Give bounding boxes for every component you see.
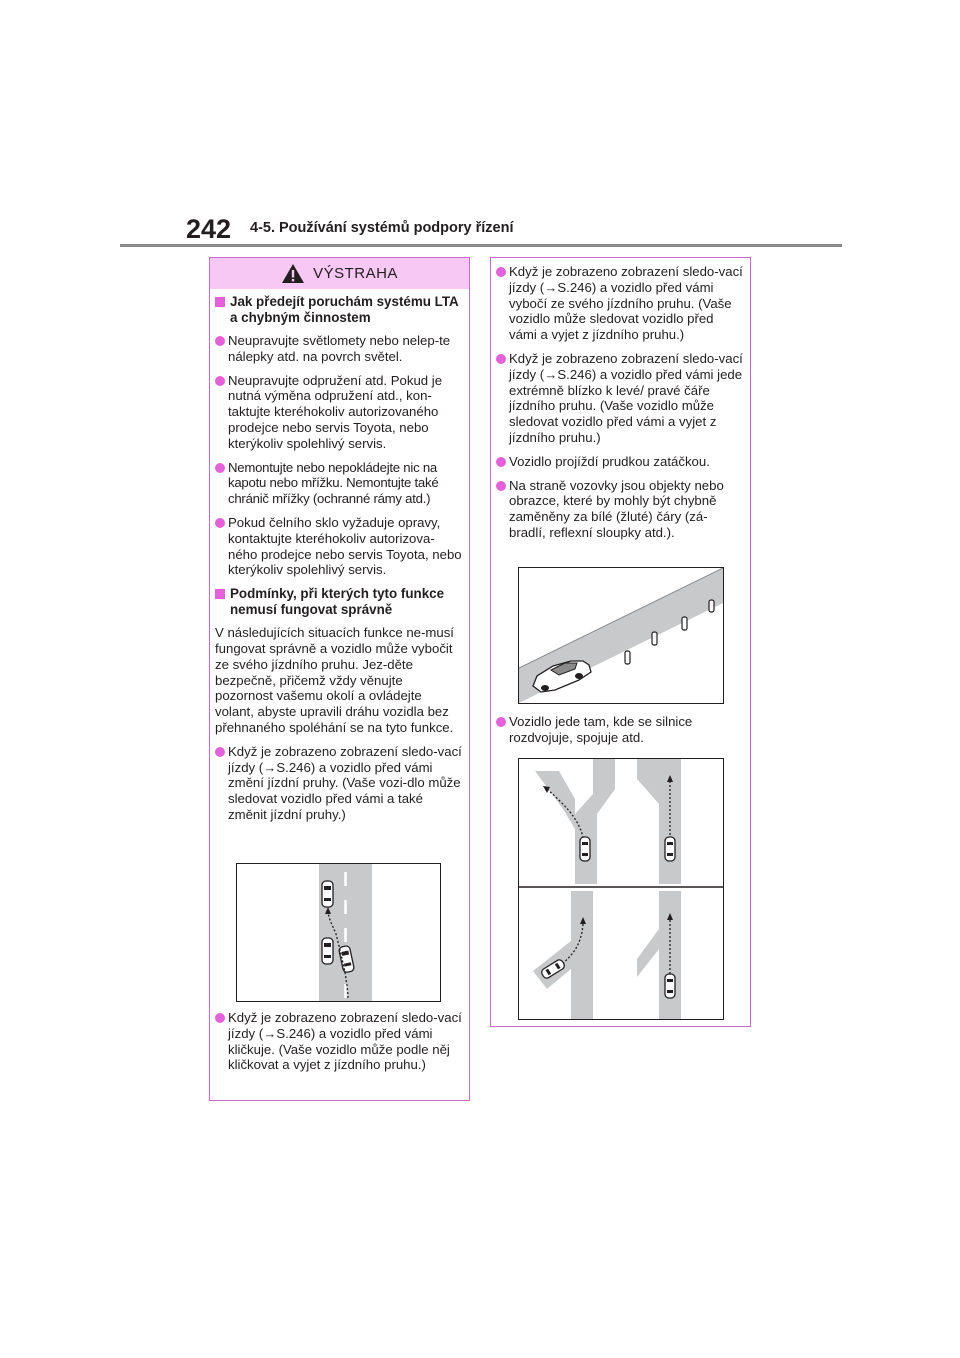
list-item-text: Vozidlo jede tam, kde se silnice rozdvojuje, spojuje atd. (509, 714, 693, 745)
subheading-conditions (215, 586, 463, 618)
warning-content-left (215, 290, 463, 831)
figure-lane-change (236, 863, 441, 1002)
list-item (496, 714, 744, 746)
list-item-text: Nemontujte nebo nepokládejte nic na kapotu nebo mřížku. Nemontujte také chránič mřížky (ochranné rámy atd.) (228, 459, 439, 507)
list-item-text: Na straně vozovky jsou objekty nebo obrazce, které by mohly být chybně zaměněny za bílé (žluté) čáry (zá-bradlí, reflexní sloupky atd.). (509, 477, 724, 540)
list-item-text: Pokud čelního sklo vyžaduje opravy, kontaktujte kteréhokoliv autorizova-ného prodejce nebo servis Toyota, nebo kterýkoliv spolehlivý servis. (228, 514, 462, 578)
lane-change-illustration (237, 864, 440, 1001)
car-icon (665, 837, 675, 861)
list-item (215, 333, 463, 365)
figure-road-fork (518, 758, 724, 1020)
round-bullet-icon (496, 717, 506, 727)
list-item-text: Neupravujte odpružení atd. Pokud je nutná výměna odpružení atd., kon-taktujte kteréhokoliv autorizovaného prodejce nebo servis Toyota, nebo kterýkoliv spolehlivý servis. (228, 372, 443, 451)
car-icon (322, 938, 333, 964)
list-item (496, 351, 744, 446)
round-bullet-icon (215, 747, 225, 757)
list-item-text: Když je zobrazeno zobrazení sledo-vací jízdy (→S.246) a vozidlo před vámi jede extrémně blízko k levé/ pravé čáře jízdního pruhu. (Vaše vozidlo může sledovat vozidlo před vámi a vyjet z jízdního pruhu.) (509, 350, 743, 445)
page-number: 242 (186, 214, 232, 244)
list-item (215, 1010, 463, 1073)
round-bullet-icon (496, 354, 506, 364)
list-item-text: Neupravujte světlomety nebo nelep-te nálepky atd. na povrch světel. (228, 333, 451, 364)
subheading-text: Podmínky, při kterých tyto funkce nemusí fungovat správně (230, 586, 445, 618)
car-icon (580, 837, 590, 861)
subheading-prevent-malfunction (215, 294, 463, 326)
list-item (496, 478, 744, 541)
warning-triangle-icon (281, 263, 305, 284)
round-bullet-icon (215, 336, 225, 346)
square-bullet-icon (215, 297, 225, 307)
list-item (496, 454, 744, 470)
warning-box-left (209, 257, 470, 1101)
round-bullet-icon (496, 267, 506, 277)
road-fork-illustration (519, 759, 723, 1019)
list-item-text: Když je zobrazeno zobrazení sledo-vací jízdy (→S.246) a vozidlo před vámi změní jízdní pruhy. (Vaše vozi-dlo může sledovat vozidlo před vámi a také změnit jízdní pruhy.) (228, 743, 462, 822)
header-divider (120, 244, 842, 247)
round-bullet-icon (215, 463, 225, 473)
warning-content-right (496, 264, 744, 549)
round-bullet-icon (496, 457, 506, 467)
list-item (215, 744, 463, 823)
square-bullet-icon (215, 589, 225, 599)
list-item-text: Když je zobrazeno zobrazení sledo-vací jízdy (→S.246) a vozidlo před vámi vybočí ze svého jízdního pruhu. (Vaše vozidlo může sledovat vozidlo před vámi a vyjet z jízdního pruhu.) (509, 264, 743, 343)
list-item (215, 460, 463, 507)
round-bullet-icon (496, 481, 506, 491)
subheading-text: Jak předejít poruchám systému LTA a chybným činnostem (230, 294, 459, 325)
section-title: 4-5. Používání systémů podpory řízení (250, 220, 514, 236)
car-icon (322, 881, 333, 907)
round-bullet-icon (215, 1013, 225, 1023)
warning-header (210, 258, 469, 289)
roadside-objects-illustration (519, 568, 723, 703)
round-bullet-icon (215, 518, 225, 528)
round-bullet-icon (215, 376, 225, 386)
warning-title: VÝSTRAHA (313, 265, 398, 282)
paragraph: V následujících situacích funkce ne-musí fungovat správně a vozidlo může vybočit ze svého jízdního pruhu. Jez-děte bezpečně, přičemž vždy věnujte pozornost vašemu okolí a ovládejte volant, abyste upravili dráhu vozidla bez přehnaného spoléhání se na tyto funkce. (215, 625, 454, 735)
list-item (215, 515, 463, 578)
list-item (215, 373, 463, 452)
list-item-text: Vozidlo projíždí prudkou zatáčkou. (509, 453, 710, 469)
warning-box-right (490, 257, 751, 1027)
list-item (496, 264, 744, 343)
list-item-text: Když je zobrazeno zobrazení sledo-vací jízdy (→S.246) a vozidlo před vámi kličkuje. (Vaše vozidlo může podle něj kličkovat a vyjet z jízdního pruhu.) (228, 1010, 462, 1073)
figure-roadside-objects (518, 567, 724, 704)
car-icon (665, 974, 675, 998)
